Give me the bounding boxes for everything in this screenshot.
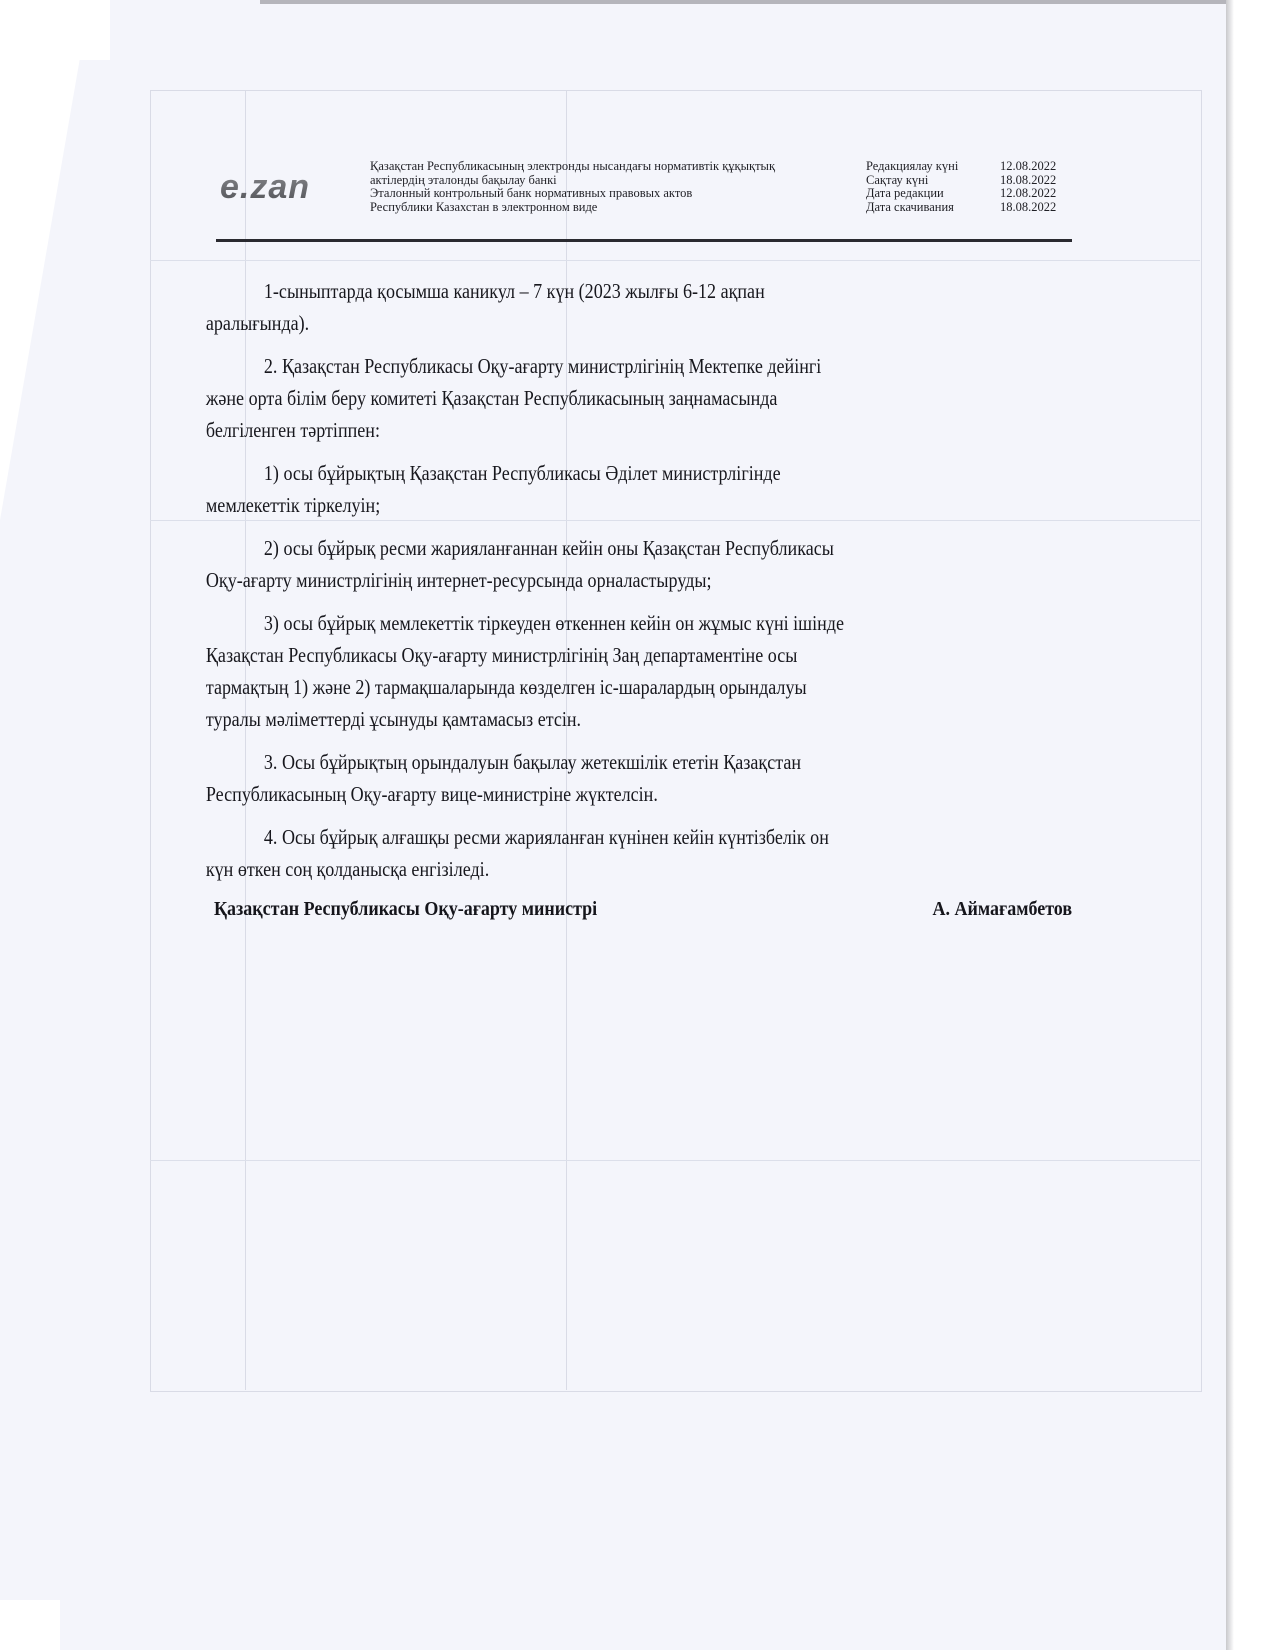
- date-label: Редакциялау күні: [866, 159, 959, 173]
- text-line: Қазақстан Республикасы Оқу-ағарту министрлігінің Заң департаментіне осы: [205, 643, 798, 667]
- header-divider: [216, 239, 1072, 242]
- bank-title-line: актілердің эталонды бақылау банкі: [370, 172, 557, 187]
- date-label: Дата редакции: [866, 186, 944, 200]
- text-line: туралы мәліметтерді ұсынуды қамтамасыз етсін.: [205, 707, 582, 731]
- date-value: 12.08.2022: [1000, 186, 1057, 200]
- text-line: 2) осы бұйрық ресми жарияланғаннан кейін оны Қазақстан Республикасы: [263, 536, 834, 560]
- signatory-name: А. Аймағамбетов: [932, 898, 1072, 920]
- signature-block: [214, 898, 1072, 921]
- text-line: 4. Осы бұйрық алғашқы ресми жарияланған күнінен кейін күнтізбелік он: [263, 825, 829, 849]
- text-line: күн өткен соң қолданысқа енгізіледі.: [205, 857, 490, 881]
- text-line: Оқу-ағарту министрлігінің интернет-ресурсында орналастыруды;: [205, 568, 712, 592]
- text-line: белгіленген тәртіппен:: [205, 418, 380, 442]
- scan-margin: [0, 1600, 60, 1650]
- text-line: аралығында).: [205, 311, 310, 335]
- date-row-edit-ru: [866, 187, 1080, 201]
- bank-title-line: Эталонный контрольный банк нормативных правовых актов: [370, 186, 693, 200]
- paragraph: [205, 457, 1078, 521]
- paragraph: [205, 532, 1078, 596]
- text-line: 3. Осы бұйрықтың орындалуын бақылау жетекшілік ететін Қазақстан: [263, 750, 802, 774]
- document-body: [205, 275, 1078, 896]
- bleed-through-rule: [150, 260, 1200, 261]
- date-value: 12.08.2022: [1000, 159, 1057, 173]
- text-line: 2. Қазақстан Республикасы Оқу-ағарту министрлігінің Мектепке дейінгі: [263, 354, 822, 378]
- text-line: 1) осы бұйрықтың Қазақстан Республикасы Әділет министрлігінде: [263, 461, 781, 485]
- paragraph: [205, 746, 1078, 810]
- paragraph: [205, 350, 1078, 446]
- signatory-position: Қазақстан Республикасы Оқу-ағарту министрі: [214, 898, 598, 920]
- date-row-save-kz: [866, 174, 1080, 188]
- text-line: тармақтың 1) және 2) тармақшаларында көзделген іс-шаралардың орындалуы: [205, 675, 807, 699]
- text-line: мемлекеттік тіркелуін;: [205, 493, 381, 517]
- document-header: [218, 160, 1078, 240]
- page-top-edge: [260, 0, 1228, 4]
- date-value: 18.08.2022: [1000, 199, 1057, 214]
- ezan-logo: e.zan: [220, 168, 311, 206]
- text-line: 1-сыныптарда қосымша каникул – 7 күн (2023 жылғы 6-12 ақпан: [263, 279, 765, 303]
- date-row-download-ru: [866, 201, 1080, 215]
- bank-title-line: Қазақстан Республикасының электронды нысандағы нормативтік құқықтық: [370, 159, 776, 173]
- paragraph: [205, 275, 1078, 339]
- bank-title-line: Республики Казахстан в электронном виде: [370, 199, 598, 214]
- scan-margin: [0, 0, 110, 60]
- bleed-through-rule: [150, 1160, 1200, 1161]
- document-dates: [866, 160, 1080, 214]
- bank-title: [370, 160, 775, 214]
- date-label: Сақтау күні: [866, 172, 929, 187]
- paragraph: [205, 607, 1078, 735]
- paragraph: [205, 821, 1078, 885]
- date-label: Дата скачивания: [866, 199, 954, 214]
- text-line: және орта білім беру комитеті Қазақстан Республикасының заңнамасында: [205, 386, 778, 410]
- text-line: Республикасының Оқу-ағарту вице-министріне жүктелсін.: [205, 782, 658, 806]
- page-right-edge: [1226, 0, 1234, 1650]
- text-line: 3) осы бұйрық мемлекеттік тіркеуден өткеннен кейін он жұмыс күні ішінде: [263, 611, 844, 635]
- date-value: 18.08.2022: [1000, 172, 1057, 187]
- scan-margin: [0, 0, 90, 520]
- date-row-edit-kz: [866, 160, 1080, 174]
